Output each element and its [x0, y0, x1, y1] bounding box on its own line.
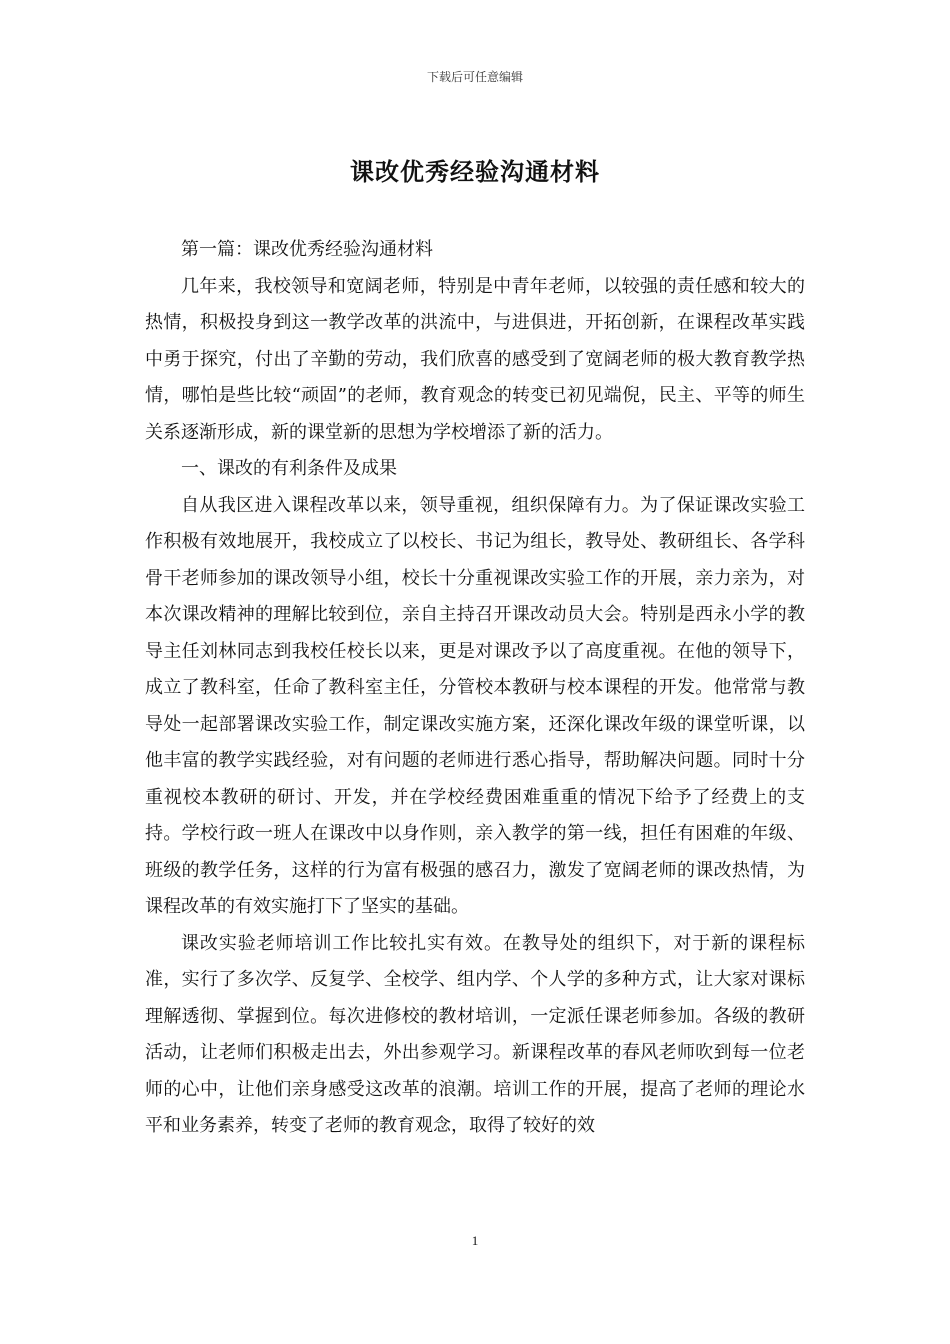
document-title: 课改优秀经验沟通材料	[350, 158, 600, 186]
paragraph: 课改实验老师培训工作比较扎实有效。在教导处的组织下，对于新的课程标准，实行了多次学、反复学、全校学、组内学、个人学的多种方式，让大家对课标理解透彻、掌握到位。每次进修校的教材培训，一定派任课老师参加。各级的教研活动，让老师们积极走出去，外出参观学习。新课程改革的春风老师吹到每一位老师的心中，让他们亲身感受这改革的浪潮。培训工作的开展，提高了老师的理论水平和业务素养，转变了老师的教育观念，取得了较好的效	[145, 932, 805, 1136]
section-heading: 一、课改的有利条件及成果	[181, 458, 397, 479]
section-heading: 第一篇：课改优秀经验沟通材料	[181, 239, 433, 260]
page-number: 1	[471, 1233, 479, 1248]
paragraph: 自从我区进入课程改革以来，领导重视，组织保障有力。为了保证课改实验工作积极有效地展开，我校成立了以校长、书记为组长，教导处、教研组长、各学科骨干老师参加的课改领导小组，校长十分重视课改实验工作的开展，亲力亲为，对本次课改精神的理解比较到位，亲自主持召开课改动员大会。特别是西永小学的教导主任刘林同志到我校任校长以来，更是对课改予以了高度重视。在他的领导下，成立了教科室，任命了教科室主任，分管校本教研与校本课程的开发。他常常与教导处一起部署课改实验工作，制定课改实施方案，还深化课改年级的课堂听课，以他丰富的教学实践经验，对有问题的老师进行悉心指导，帮助解决问题。同时十分重视校本教研的研讨、开发，并在学校经费困难重重的情况下给予了经费上的支持。学校行政一班人在课改中以身作则，亲入教学的第一线，担任有困难的年级、班级的教学任务，这样的行为富有极强的感召力，激发了宽阔老师的课改热情，为课程改革的有效实施打下了坚实的基础。	[145, 494, 805, 917]
paragraph: 几年来，我校领导和宽阔老师，特别是中青年老师，以较强的责任感和较大的热情，积极投身到这一教学改革的洪流中，与进俱进，开拓创新，在课程改革实践中勇于探究，付出了辛勤的劳动，我们欣喜的感受到了宽阔老师的极大教育教学热情，哪怕是些比较“顽固”的老师，教育观念的转变已初见端倪，民主、平等的师生关系逐渐形成，新的课堂新的思想为学校增添了新的活力。	[145, 275, 805, 443]
document-body	[145, 232, 805, 1145]
header-note: 下载后可任意编辑	[426, 70, 523, 84]
